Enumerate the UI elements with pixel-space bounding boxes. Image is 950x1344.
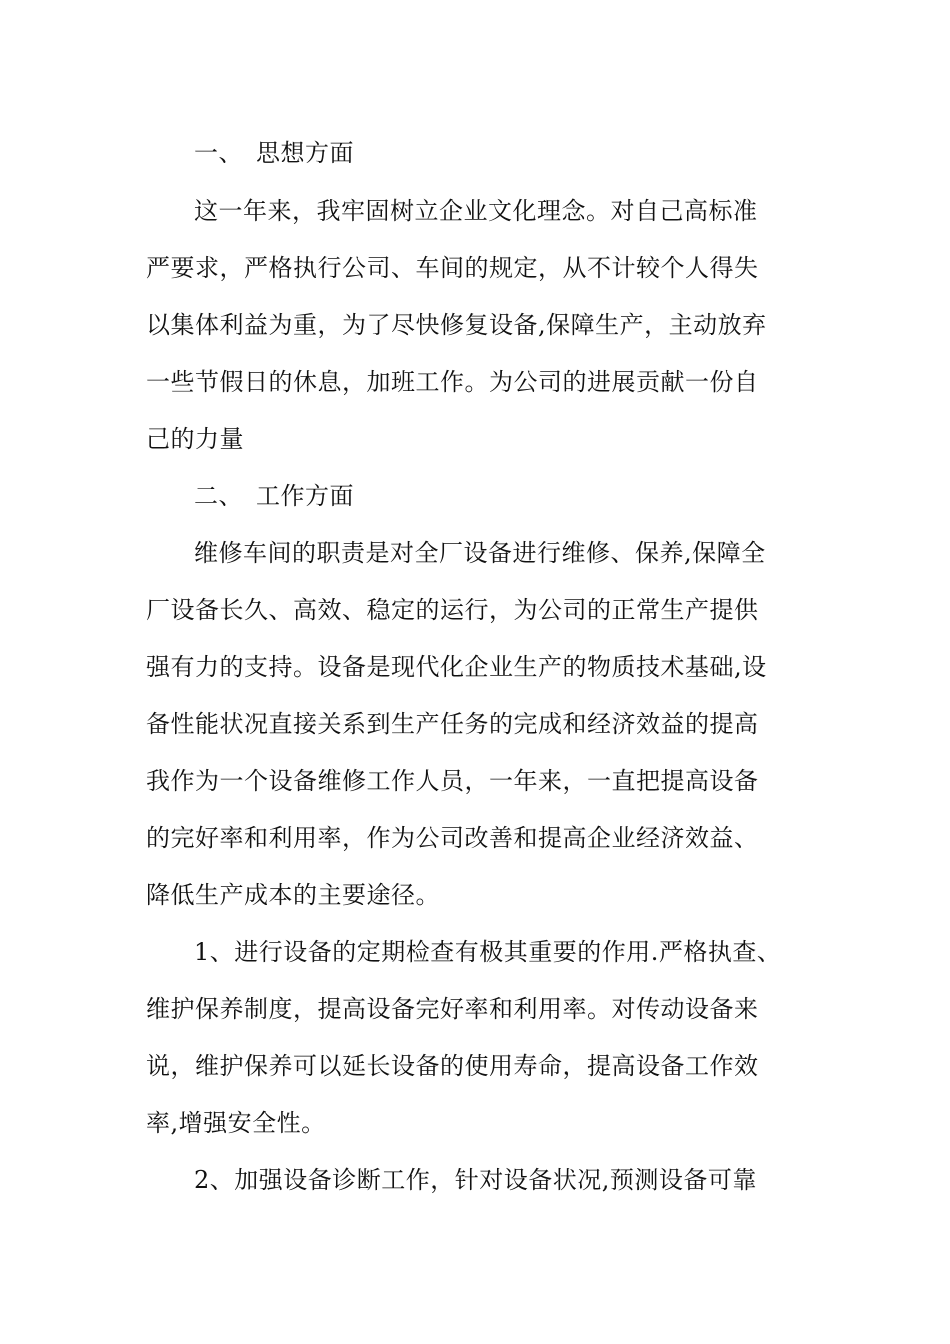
heading-number: 一、	[194, 139, 243, 167]
heading-number: 二、	[194, 482, 243, 510]
paragraph-line: 严要求，严格执行公司、车间的规定，从不计较个人得失	[146, 254, 759, 282]
paragraph-line: 厂设备长久、高效、稳定的运行，为公司的正常生产提供	[146, 596, 759, 624]
paragraph-line: 强有力的支持。设备是现代化企业生产的物质技术基础,设	[146, 653, 767, 681]
section-heading-1	[194, 138, 354, 168]
paragraph-line: 说，维护保养可以延长设备的使用寿命，提高设备工作效	[146, 1052, 759, 1080]
paragraph-line: 的完好率和利用率，作为公司改善和提高企业经济效益、	[146, 824, 759, 852]
paragraph-line: 备性能状况直接关系到生产任务的完成和经济效益的提高	[146, 710, 759, 738]
paragraph-line: 率,增强安全性。	[146, 1109, 326, 1137]
paragraph-line: 一些节假日的休息，加班工作。为公司的进展贡献一份自	[146, 368, 759, 396]
paragraph-line: 1、进行设备的定期检查有极其重要的作用.严格执查、	[194, 938, 782, 966]
section-heading-2	[194, 481, 354, 511]
paragraph-line: 降低生产成本的主要途径。	[146, 881, 440, 909]
paragraph-line: 2、加强设备诊断工作，针对设备状况,预测设备可靠	[194, 1166, 757, 1194]
heading-text: 思想方面	[256, 139, 354, 167]
paragraph-line: 我作为一个设备维修工作人员，一年来，一直把提高设备	[146, 767, 759, 795]
paragraph-line: 这一年来，我牢固树立企业文化理念。对自己高标准	[194, 197, 758, 225]
paragraph-line: 维修车间的职责是对全厂设备进行维修、保养,保障全	[194, 539, 766, 567]
paragraph-line: 维护保养制度，提高设备完好率和利用率。对传动设备来	[146, 995, 759, 1023]
heading-text: 工作方面	[256, 482, 354, 510]
paragraph-line: 以集体利益为重，为了尽快修复设备,保障生产，主动放弃	[146, 311, 767, 339]
paragraph-line: 己的力量	[146, 425, 244, 453]
